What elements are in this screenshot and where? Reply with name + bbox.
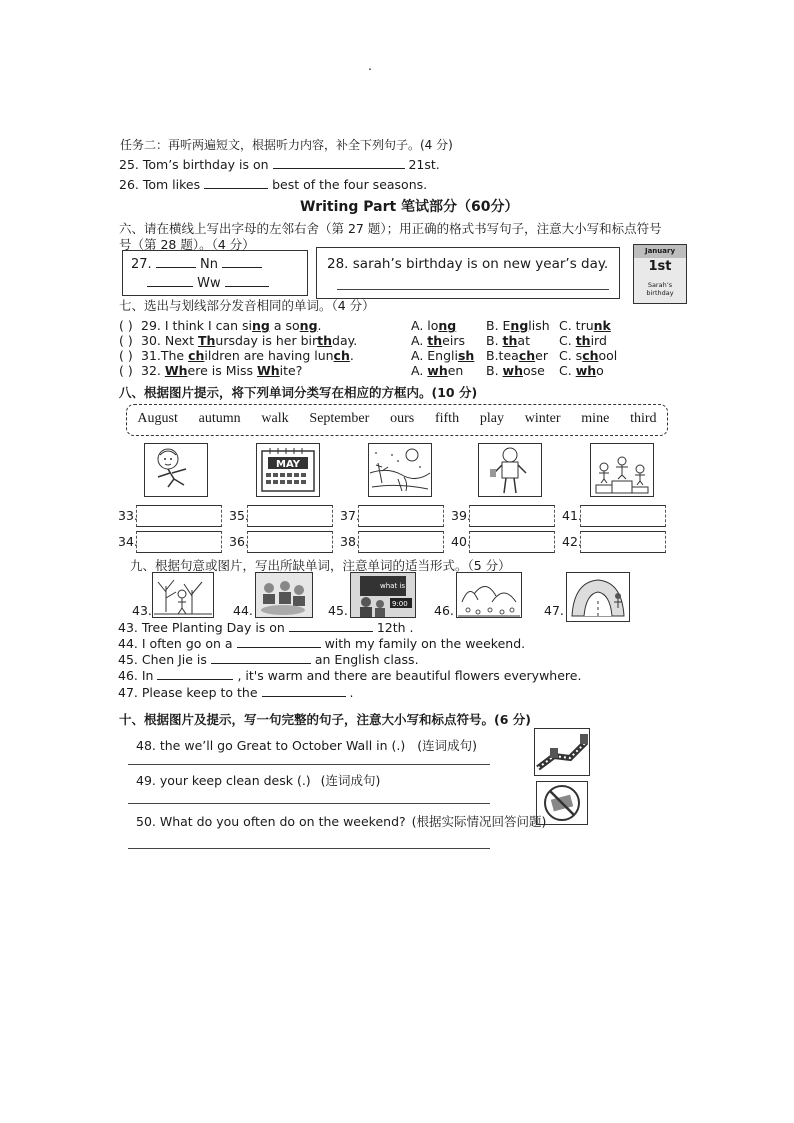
sec7-question-row xyxy=(119,363,679,378)
q27-letter-ww: Ww xyxy=(197,276,221,291)
text-fragment: C. xyxy=(559,333,576,348)
text-fragment: o xyxy=(596,363,604,378)
text-fragment: ird xyxy=(590,333,607,348)
option-b xyxy=(486,348,548,363)
text-fragment: C. s xyxy=(559,348,583,363)
question-25 xyxy=(119,157,440,172)
option-a xyxy=(411,318,456,333)
underlined-letters: th xyxy=(575,333,591,348)
q43-blank[interactable] xyxy=(289,631,373,632)
answer-box-number: 35. xyxy=(229,508,249,523)
writing-part-cn: 笔试部分（60分） xyxy=(396,199,519,215)
word-bank-item: winter xyxy=(524,411,561,426)
text-fragment: ose xyxy=(522,363,545,378)
text-fragment: B. E xyxy=(486,318,511,333)
sec7-title: 七、选出与划线部分发音相同的单词。（4 分） xyxy=(119,298,375,313)
q43-prefix: 43. Tree Planting Day is on xyxy=(118,620,285,635)
text-fragment: eirs xyxy=(442,333,465,348)
text-fragment: B. xyxy=(486,333,503,348)
clock-text: 9:00 xyxy=(392,600,408,608)
spring-scene-picture xyxy=(456,572,522,618)
answer-box-number: 41. xyxy=(562,508,582,523)
boy-running-picture xyxy=(144,443,208,497)
word-bank-item: August xyxy=(137,411,178,426)
underlined-letters: ch xyxy=(188,348,205,363)
q49-hint: (连词成句) xyxy=(320,773,381,788)
underlined-letters: th xyxy=(427,333,443,348)
question-sentence xyxy=(141,363,302,378)
text-fragment: 29. I think I can si xyxy=(141,318,253,333)
q48-answer-line[interactable] xyxy=(128,764,490,765)
underlined-letters: wh xyxy=(575,363,597,378)
q25-suffix: 21st. xyxy=(408,157,440,172)
answer-box-number: 34. xyxy=(118,534,138,549)
q27-blank-2[interactable] xyxy=(222,267,262,268)
text-fragment: 30. Next xyxy=(141,333,198,348)
q47-blank[interactable] xyxy=(262,696,346,697)
underlined-letters: ng xyxy=(299,318,318,333)
picture-number: 43. xyxy=(132,603,152,618)
question-45 xyxy=(118,652,419,667)
underlined-letters: Th xyxy=(197,333,216,348)
text-fragment: en xyxy=(447,363,464,378)
sec10-title: 十、根据图片及提示，写一句完整的句子，注意大小写和标点符号。(6 分) xyxy=(119,712,531,727)
answer-parentheses[interactable]: ( ) xyxy=(119,333,133,348)
word-bank-item: play xyxy=(479,411,504,426)
writing-part-en: Writing Part xyxy=(300,199,397,215)
q25-blank[interactable] xyxy=(273,168,405,169)
q27-blank-1[interactable] xyxy=(156,267,196,268)
text-fragment: ool xyxy=(598,348,618,363)
answer-box[interactable] xyxy=(247,505,333,527)
sec9-title: 九、根据句意或图片，写出所缺单词，注意单词的适当形式。（5 分） xyxy=(130,558,511,573)
word-bank-item: autumn xyxy=(198,411,241,426)
answer-box-number: 36. xyxy=(229,534,249,549)
q48-words: 48. the we’ll go Great to October Wall in (.) xyxy=(136,738,406,753)
picture-number: 47. xyxy=(544,603,564,618)
underlined-letters: nk xyxy=(593,318,611,333)
calendar-caption: Sarah’s birthday xyxy=(646,281,674,297)
sec8-title: 八、根据图片提示，将下列单词分类写在相应的方框内。(10 分) xyxy=(119,385,478,400)
picture-number: 45. xyxy=(328,603,348,618)
option-a xyxy=(411,348,474,363)
answer-box-number: 40. xyxy=(451,534,471,549)
q26-prefix: 26. Tom likes xyxy=(119,177,201,192)
boy-standing-picture xyxy=(478,443,542,497)
question-46 xyxy=(118,668,581,683)
text-fragment: day. xyxy=(332,333,358,348)
q49-answer-line[interactable] xyxy=(128,803,490,804)
text-fragment: A. Engli xyxy=(411,348,458,363)
underlined-letters: th xyxy=(317,333,333,348)
word-bank-item: third xyxy=(630,411,657,426)
option-c xyxy=(559,348,617,363)
may-calendar-picture xyxy=(256,443,320,497)
option-a xyxy=(411,363,463,378)
q47-prefix: 47. Please keep to the xyxy=(118,685,258,700)
underlined-letters: sh xyxy=(457,348,475,363)
calendar-image xyxy=(633,244,687,304)
question-sentence xyxy=(141,333,357,348)
great-wall-picture xyxy=(534,728,590,776)
q45-suffix: an English class. xyxy=(314,652,419,667)
answer-parentheses[interactable]: ( ) xyxy=(119,363,133,378)
writing-part-heading xyxy=(300,196,519,216)
q27-row1 xyxy=(131,257,262,272)
underlined-letters: ch xyxy=(333,348,350,363)
question-26 xyxy=(119,177,427,192)
question-sentence xyxy=(141,348,354,363)
answer-box-number: 33. xyxy=(118,508,138,523)
q27-blank-3[interactable] xyxy=(147,286,193,287)
word-bank-item: mine xyxy=(581,411,610,426)
sec6-title-line2: 号（第 28 题）。（4 分） xyxy=(119,237,255,252)
blackboard-text: what is xyxy=(380,582,406,590)
text-fragment: A. xyxy=(411,363,428,378)
option-c xyxy=(559,363,604,378)
picture-number: 46. xyxy=(434,603,454,618)
q43-suffix: 12th . xyxy=(376,620,414,635)
text-fragment: ildren are having lun xyxy=(204,348,334,363)
option-a xyxy=(411,333,465,348)
word-bank-box xyxy=(126,404,668,436)
text-fragment: C. tru xyxy=(559,318,594,333)
text-fragment: 31.The xyxy=(141,348,189,363)
answer-parentheses[interactable]: ( ) xyxy=(119,348,133,363)
answer-box-number: 37. xyxy=(340,508,360,523)
q27-box xyxy=(122,250,308,296)
answer-box[interactable] xyxy=(469,505,555,527)
underlined-letters: ng xyxy=(510,318,529,333)
q28-box xyxy=(316,247,620,299)
picture-number: 44. xyxy=(233,603,253,618)
underlined-letters: ch xyxy=(582,348,599,363)
answer-box-number: 39. xyxy=(451,508,471,523)
text-fragment: B.tea xyxy=(486,348,519,363)
q28-sentence: 28. sarah’s birthday is on new year’s day. xyxy=(327,256,609,272)
question-sentence xyxy=(141,318,322,333)
q25-prefix: 25. Tom’s birthday is on xyxy=(119,157,269,172)
answer-box-number: 42. xyxy=(562,534,582,549)
answer-box[interactable] xyxy=(358,505,444,527)
q26-blank[interactable] xyxy=(204,188,268,189)
header-dot: . xyxy=(368,58,372,73)
answer-box[interactable] xyxy=(136,531,222,553)
q44-suffix: with my family on the weekend. xyxy=(324,636,526,651)
underlined-letters: ch xyxy=(518,348,536,363)
calendar-month: January xyxy=(634,245,686,258)
question-44 xyxy=(118,636,525,651)
q46-prefix: 46. In xyxy=(118,668,154,683)
underlined-letters: th xyxy=(502,333,518,348)
text-fragment: at xyxy=(517,333,530,348)
q46-blank[interactable] xyxy=(157,679,233,680)
may-label: MAY xyxy=(276,459,300,470)
question-49 xyxy=(136,771,380,789)
word-bank-item: fifth xyxy=(434,411,460,426)
q27-blank-4[interactable] xyxy=(225,286,269,287)
picnic-picture xyxy=(255,572,313,618)
q44-prefix: 44. I often go on a xyxy=(118,636,233,651)
text-fragment: a so xyxy=(269,318,300,333)
tree-planting-picture xyxy=(152,572,214,618)
q27-letter-nn: Nn xyxy=(199,257,218,272)
q49-words: 49. your keep clean desk (.) xyxy=(136,773,311,788)
text-fragment: lish xyxy=(528,318,550,333)
q45-prefix: 45. Chen Jie is xyxy=(118,652,207,667)
question-47 xyxy=(118,685,353,700)
question-48 xyxy=(136,736,477,754)
word-bank xyxy=(127,411,667,427)
option-c xyxy=(559,333,607,348)
text-fragment: . xyxy=(349,348,354,363)
answer-box[interactable] xyxy=(358,531,444,553)
q27-number: 27. xyxy=(131,257,152,272)
text-fragment: ere is Miss xyxy=(187,363,257,378)
text-fragment: ite? xyxy=(279,363,303,378)
option-b xyxy=(486,318,550,333)
option-b xyxy=(486,333,530,348)
answer-box[interactable] xyxy=(580,505,666,527)
q48-hint: (连词成句) xyxy=(417,738,477,753)
text-fragment: C. xyxy=(559,363,576,378)
underlined-letters: ng xyxy=(252,318,270,333)
underlined-letters: wh xyxy=(427,363,448,378)
q45-blank[interactable] xyxy=(211,663,311,664)
sec7-question-row xyxy=(119,333,679,348)
underlined-letters: Wh xyxy=(256,363,280,378)
answer-box[interactable] xyxy=(580,531,666,553)
tunnel-road-picture xyxy=(566,572,630,622)
q50-answer-line[interactable] xyxy=(128,848,490,849)
text-fragment: . xyxy=(317,318,322,333)
sec7-question-row xyxy=(119,318,679,333)
underlined-letters: ng xyxy=(438,318,457,333)
q28-answer-line[interactable] xyxy=(337,289,609,290)
underlined-letters: Wh xyxy=(164,363,188,378)
q46-suffix: , it's warm and there are beautiful flowers everywhere. xyxy=(237,668,582,683)
q50-text: 50. What do you often do on the weekend? xyxy=(136,814,406,829)
text-fragment: B. xyxy=(486,363,503,378)
option-b xyxy=(486,363,545,378)
answer-parentheses[interactable]: ( ) xyxy=(119,318,133,333)
sec6-title-line1: 六、请在横线上写出字母的左邻右舍（第 27 题）；用正确的格式书写句子，注意大小写和标点符号 xyxy=(119,221,662,236)
option-c xyxy=(559,318,611,333)
answer-box-number: 38. xyxy=(340,534,360,549)
sec7-question-row xyxy=(119,348,679,363)
word-bank-item: walk xyxy=(261,411,289,426)
text-fragment: ursday is her bir xyxy=(215,333,318,348)
text-fragment: A. lo xyxy=(411,318,439,333)
text-fragment: 32. xyxy=(141,363,165,378)
q50-hint: (根据实际情况回答问题) xyxy=(411,814,547,829)
answer-box[interactable] xyxy=(469,531,555,553)
text-fragment: A. xyxy=(411,333,428,348)
question-50 xyxy=(136,812,546,830)
answer-box[interactable] xyxy=(136,505,222,527)
text-fragment: er xyxy=(535,348,548,363)
word-bank-item: ours xyxy=(390,411,415,426)
podium-winners-picture xyxy=(590,443,654,497)
q44-blank[interactable] xyxy=(237,647,321,648)
question-43 xyxy=(118,620,414,635)
word-bank-item: September xyxy=(309,411,370,426)
underlined-letters: wh xyxy=(502,363,523,378)
task2-title: 任务二：再听两遍短文，根据听力内容，补全下列句子。(4 分) xyxy=(120,138,453,152)
q26-suffix: best of the four seasons. xyxy=(272,177,428,192)
q47-suffix: . xyxy=(349,685,354,700)
q27-row2 xyxy=(147,276,269,291)
answer-box[interactable] xyxy=(247,531,333,553)
winter-scene-picture xyxy=(368,443,432,497)
calendar-day: 1st xyxy=(648,259,672,274)
english-class-picture xyxy=(350,572,416,618)
